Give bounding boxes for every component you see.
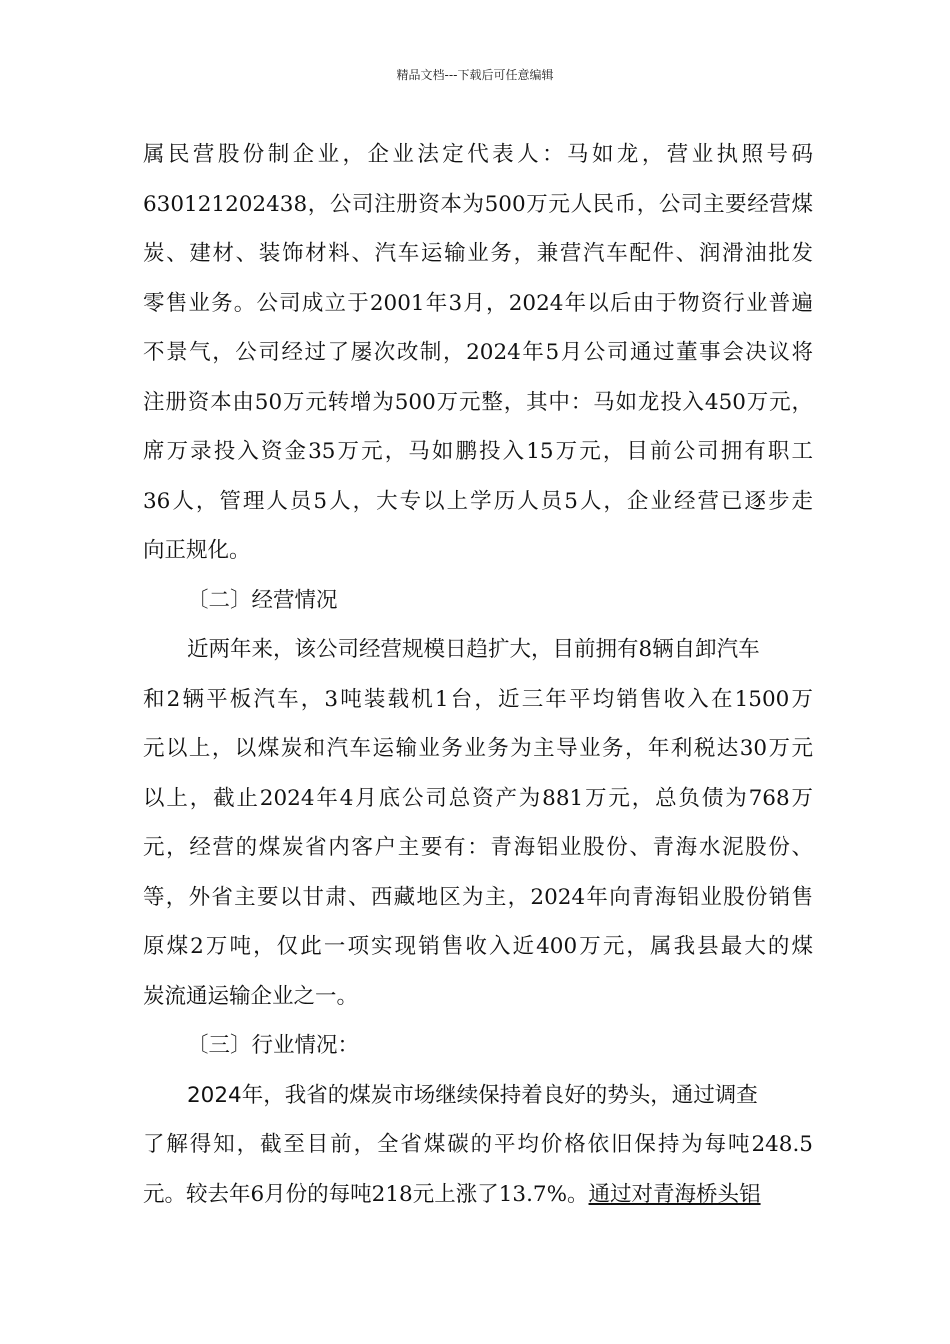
paragraph-company-profile xyxy=(143,130,813,576)
text-line: 等，外省主要以甘肃、西藏地区为主，2024年向青海铝业股份销售 xyxy=(143,884,813,910)
text-line: 以上，截止2024年4月底公司总资产为881万元，总负债为768万 xyxy=(143,785,813,811)
text-line: 不景气，公司经过了屡次改制，2024年5月公司通过董事会决议将 xyxy=(143,340,813,365)
text-line: 近两年来，该公司经营规模日趋扩大，目前拥有8辆自卸汽车 xyxy=(187,637,760,662)
text-line: 了解得知，截至目前，全省煤碳的平均价格依旧保持为每吨248.5 xyxy=(143,1132,813,1157)
text-line: 向正规化。 xyxy=(143,538,251,563)
year-text: 2024 xyxy=(187,1082,242,1108)
text-line xyxy=(143,1071,813,1121)
text-line: 炭、建材、装饰材料、汽车运输业务，兼营汽车配件、润滑油批发 xyxy=(143,241,813,266)
text-line: 36人，管理人员5人，大专以上学历人员5人，企业经营已逐步走 xyxy=(143,488,813,514)
paragraph-industry xyxy=(143,1071,813,1220)
text-line: 属民营股份制企业，企业法定代表人：马如龙，营业执照号码 xyxy=(143,142,813,167)
text-span: 年，我省的煤炭市场继续保持着良好的势头，通过调查 xyxy=(241,1082,758,1108)
text-line: 零售业务。公司成立于2001年3月，2024年以后由于物资行业普遍 xyxy=(143,290,813,316)
text-line: 元以上，以煤炭和汽车运输业务业务为主导业务，年利税达30万元 xyxy=(143,736,813,761)
text-line: 和2辆平板汽车，3吨装载机1台，近三年平均销售收入在1500万 xyxy=(143,686,813,712)
underlined-text: 通过对青海桥头铝 xyxy=(588,1181,761,1207)
text-line xyxy=(143,1170,813,1220)
text-line: 席万录投入资金35万元，马如鹏投入15万元，目前公司拥有职工 xyxy=(143,439,813,464)
text-line: 注册资本由50万元转增为500万元整，其中：马如龙投入450万元， xyxy=(143,389,813,415)
text-line: 630121202438，公司注册资本为500万元人民币，公司主要经营煤 xyxy=(143,191,813,217)
text-span: 元。较去年6月份的每吨218元上涨了13.7%。 xyxy=(143,1181,589,1207)
page-header: 精品文档---下载后可任意编辑 xyxy=(396,68,554,82)
text-line: 炭流通运输企业之一。 xyxy=(143,983,359,1009)
text-line: 元，经营的煤炭省内客户主要有：青海铝业股份、青海水泥股份、 xyxy=(143,835,813,860)
text-line: 原煤2万吨，仅此一项实现销售收入近400万元，属我县最大的煤 xyxy=(143,934,813,959)
document-body xyxy=(143,130,813,1219)
section-heading-operations: 〔二〕经营情况 xyxy=(187,587,338,613)
section-heading-industry: 〔三〕行业情况： xyxy=(187,1033,360,1058)
paragraph-operations xyxy=(143,625,813,1021)
